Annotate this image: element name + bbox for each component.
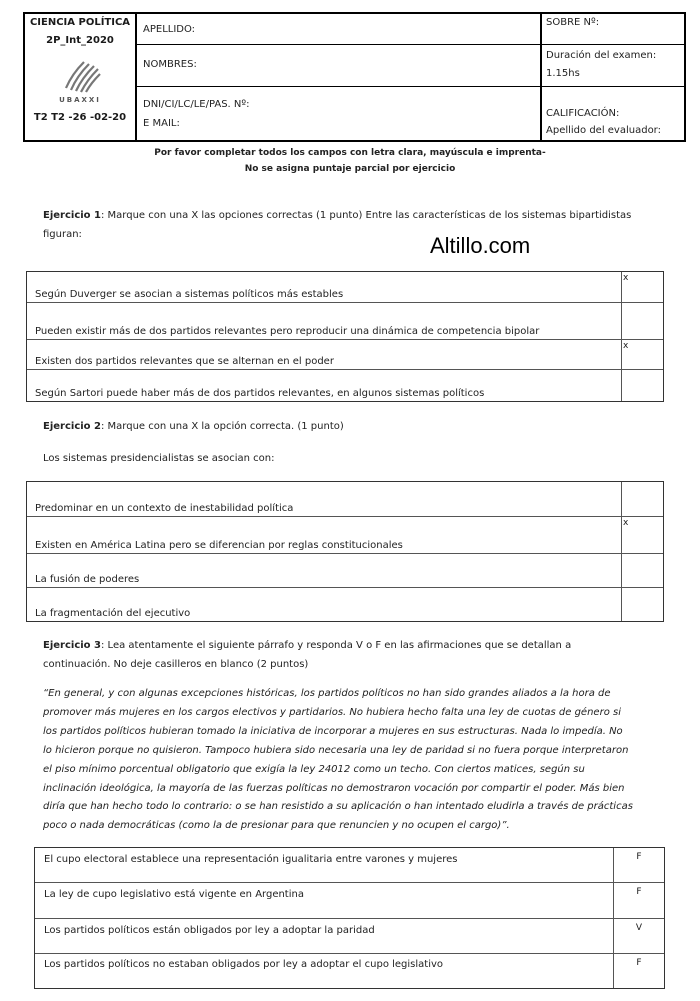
option-mark: x xyxy=(623,341,629,351)
statement-text: Los partidos políticos están obligados por ley a adoptar la paridad xyxy=(44,925,375,936)
answer-box[interactable] xyxy=(613,919,664,953)
option-row xyxy=(27,303,663,340)
duracion-value: 1.15hs xyxy=(546,68,580,79)
exam-theme: T2 T2 -26 -02-20 xyxy=(33,112,127,123)
option-mark-box[interactable] xyxy=(621,517,663,553)
statement-text: El cupo electoral establece una representación igualitaria entre varones y mujeres xyxy=(44,854,458,865)
statement-row xyxy=(35,848,664,883)
instructions-line-2: No se asigna puntaje parcial por ejercicio xyxy=(244,164,456,174)
option-text: La fusión de poderes xyxy=(35,574,140,585)
nombres-label: NOMBRES: xyxy=(143,59,197,70)
ex3-prompt-text: : Lea atentamente el siguiente párrafo y responda V o F en las afirmaciones que se detallan a xyxy=(101,640,572,651)
exam-info-box xyxy=(540,12,686,142)
ex1-label: Ejercicio 1 xyxy=(43,210,101,221)
quote-line: el piso mínimo porcentual obligatorio que exigía la ley 24012 como un techo. Con ciertos matices, según su xyxy=(43,763,585,775)
ex3-prompt xyxy=(43,636,657,674)
ubaxxi-logo-icon xyxy=(62,54,102,94)
exam-header xyxy=(23,12,686,144)
option-mark-box[interactable] xyxy=(621,303,663,339)
quote-line: promover más mujeres en los cargos electivos y partidarios. No hubiera hecho falta una ley de cuotas de género si xyxy=(43,706,621,718)
apellido-row[interactable] xyxy=(137,14,540,45)
statement-row xyxy=(35,919,664,954)
statement-text: La ley de cupo legislativo está vigente en Argentina xyxy=(44,889,304,900)
option-mark-box[interactable] xyxy=(621,370,663,401)
watermark: Altillo.com xyxy=(430,233,531,258)
option-row xyxy=(27,272,663,303)
answer-box[interactable] xyxy=(613,848,664,882)
option-mark-box[interactable] xyxy=(621,482,663,516)
ex1-options-table xyxy=(26,271,664,402)
ex2-prompt-text: : Marque con una X la opción correcta. (1 punto) xyxy=(101,421,344,432)
option-row xyxy=(27,340,663,370)
ex3-statements-table xyxy=(34,847,665,989)
option-mark-box[interactable] xyxy=(621,588,663,621)
ex1-prompt xyxy=(43,206,657,244)
quote-line: inclinación ideológica, la mayoría de las fuerzas políticas no demostraron vocación por compartir el poder. Más bien xyxy=(43,782,625,794)
option-text: Predominar en un contexto de inestabilidad política xyxy=(35,503,294,514)
student-info-box xyxy=(137,12,540,142)
ex2-question: Los sistemas presidencialistas se asocian con: xyxy=(43,453,275,464)
course-code: 2P_Int_2020 xyxy=(46,35,114,46)
ex3-label: Ejercicio 3 xyxy=(43,640,101,651)
option-row xyxy=(27,482,663,517)
statement-row xyxy=(35,954,664,988)
statement-text: Los partidos políticos no estaban obligados por ley a adoptar el cupo legislativo xyxy=(44,959,444,970)
option-mark-box[interactable] xyxy=(621,272,663,302)
email-label: E MAIL: xyxy=(143,118,180,129)
option-text: Según Sartori puede haber más de dos partidos relevantes, en algunos sistemas políticos xyxy=(35,388,485,399)
duracion-row xyxy=(542,45,684,87)
ex2-label: Ejercicio 2 xyxy=(43,421,101,432)
logo-text: UBAXXI xyxy=(59,96,101,104)
instructions-line-1: Por favor completar todos los campos con letra clara, mayúscula e imprenta- xyxy=(154,148,546,158)
sobre-row xyxy=(542,14,684,45)
quote-line: lo hicieron porque no quisieron. Tampoco hubiera sido necesaria una ley de paridad si no fuera porque interpretaron xyxy=(43,744,629,756)
option-mark-box[interactable] xyxy=(621,554,663,587)
option-mark-box[interactable] xyxy=(621,340,663,369)
option-text: Existen dos partidos relevantes que se alternan en el poder xyxy=(35,356,334,367)
quote-line: diría que han hecho todo lo contrario: o se han resistido a su aplicación o han intentado eludirla a través de prácticas xyxy=(43,801,633,813)
nombres-row[interactable] xyxy=(137,45,540,87)
answer-value: F xyxy=(636,958,642,968)
quote-line: “En general, y con algunas excepciones históricas, los partidos políticos no han sido grandes aliados a la hora de xyxy=(43,688,611,699)
course-name: CIENCIA POLÍTICA xyxy=(29,17,131,28)
ex2-options-table xyxy=(26,481,664,622)
evaluador-label: Apellido del evaluador: xyxy=(546,125,661,136)
ex3-prompt-text-2: continuación. No deje casilleros en blanco (2 puntos) xyxy=(43,659,309,670)
option-text: Pueden existir más de dos partidos relevantes pero reproducir una dinámica de competencia bipolar xyxy=(35,326,540,337)
course-box xyxy=(23,12,137,142)
option-row xyxy=(27,370,663,401)
answer-value: V xyxy=(635,923,643,933)
sobre-label: SOBRE Nº: xyxy=(546,17,600,28)
answer-box[interactable] xyxy=(613,883,664,918)
option-text: La fragmentación del ejecutivo xyxy=(35,608,191,619)
ex1-prompt-text: : Marque con una X las opciones correctas (1 punto) Entre las características de los sistemas bipartidistas xyxy=(101,210,632,221)
apellido-label: APELLIDO: xyxy=(143,24,196,35)
option-row xyxy=(27,588,663,621)
statement-row xyxy=(35,883,664,919)
answer-value: F xyxy=(636,887,642,897)
option-row xyxy=(27,517,663,554)
option-mark: x xyxy=(623,518,629,528)
option-mark: x xyxy=(623,273,629,283)
quote-line: los partidos políticos hubieran tomado la iniciativa de incorporar a mujeres en sus estructuras. Nada lo impedía. No xyxy=(43,725,623,737)
option-row xyxy=(27,554,663,588)
option-text: Según Duverger se asocian a sistemas políticos más estables xyxy=(35,289,344,300)
dni-label: DNI/CI/LC/LE/PAS. Nº: xyxy=(143,99,250,110)
ex2-prompt xyxy=(43,417,657,436)
quote-line: poco o nada democráticas (como la de presionar para que renuncien y no ocupen el cargo)”. xyxy=(43,820,510,832)
duracion-label: Duración del examen: xyxy=(546,50,657,61)
ex3-quote xyxy=(43,685,657,836)
answer-value: F xyxy=(636,852,642,862)
calificacion-label: CALIFICACIÓN: xyxy=(546,108,620,119)
answer-box[interactable] xyxy=(613,954,664,988)
option-text: Existen en América Latina pero se diferencian por reglas constitucionales xyxy=(35,540,403,551)
ex1-prompt-text-2: figuran: xyxy=(43,229,82,240)
